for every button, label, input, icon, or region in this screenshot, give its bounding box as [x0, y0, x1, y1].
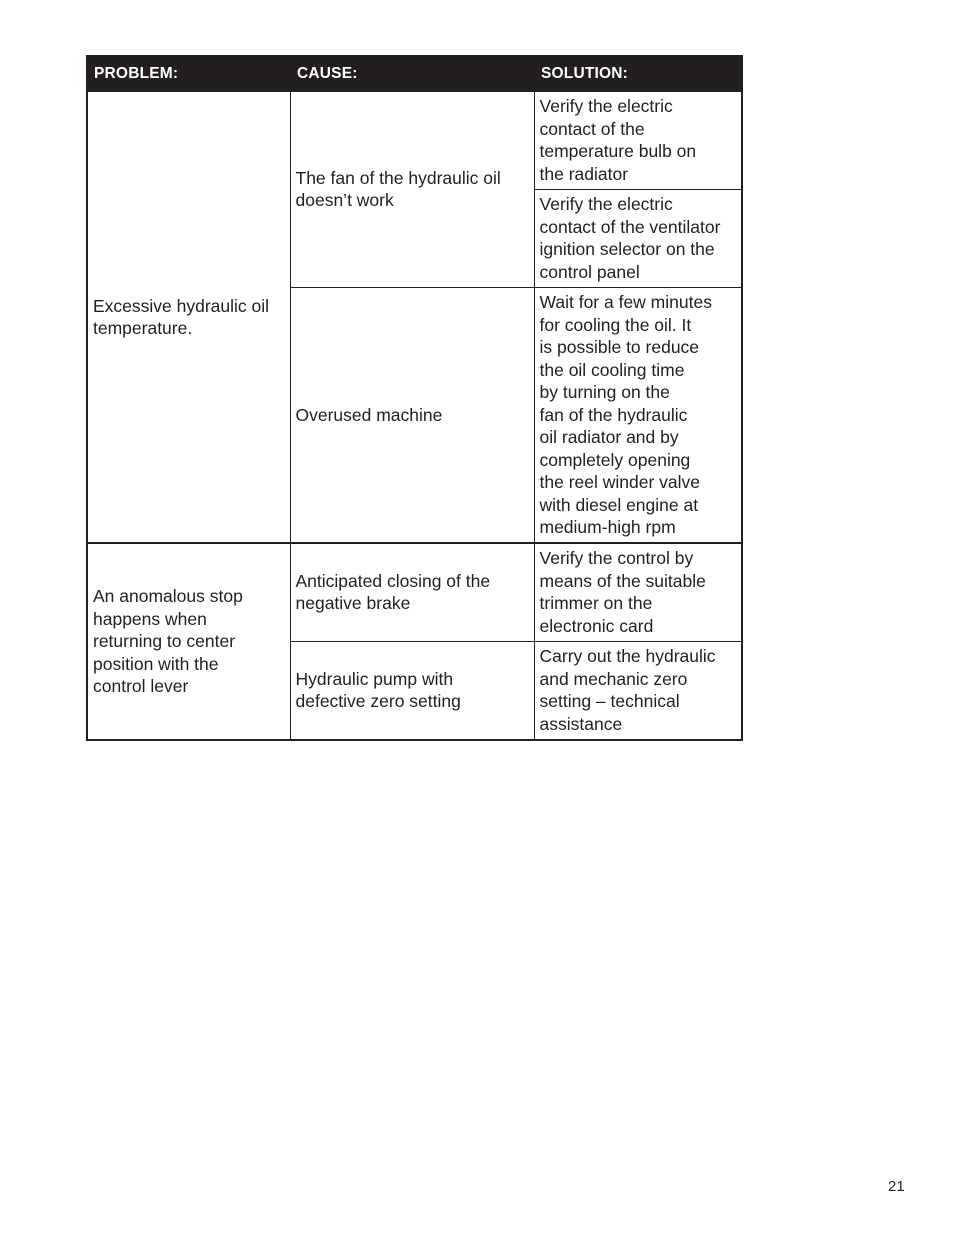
- header-cause: CAUSE:: [290, 56, 534, 91]
- solution-cell: [534, 287, 742, 543]
- troubleshooting-table: [86, 55, 743, 741]
- problem-text: Excessive hydraulic oil temperature.: [93, 295, 270, 338]
- cause-text: Hydraulic pump with defective zero setting: [295, 668, 461, 712]
- cause-cell: [290, 287, 534, 543]
- problem-text: An anomalous stop happens when returning to center position with the control lever: [93, 586, 243, 697]
- cause-text: The fan of the hydraulic oil doesn’t work: [295, 167, 501, 211]
- cause-cell: [290, 543, 534, 641]
- solution-text: Verify the control by means of the suitable trimmer on the electronic card: [539, 548, 706, 636]
- solution-text: Verify the electric contact of the ventilator ignition selector on the control panel: [539, 194, 721, 282]
- cause-cell: [290, 641, 534, 740]
- solution-text: Carry out the hydraulic and mechanic zero setting – technical assistance: [539, 646, 716, 734]
- solution-cell: [534, 189, 742, 287]
- table-row: [87, 543, 742, 641]
- solution-text: Wait for a few minutes for cooling the oil. It is possible to reduce the oil cooling time by turning on the fan of the hydraulic oil radiator and by completely opening the reel winder valve with diesel engine at medium-high rpm: [539, 292, 712, 537]
- solution-cell: [534, 641, 742, 740]
- problem-cell: [87, 543, 290, 740]
- problem-cell: [87, 91, 290, 543]
- header-solution: SOLUTION:: [534, 56, 742, 91]
- solution-text: Verify the electric contact of the temperature bulb on the radiator: [539, 96, 697, 184]
- page-number: 21: [888, 1178, 905, 1195]
- cause-cell: [290, 91, 534, 287]
- table-row: [87, 91, 742, 189]
- header-problem: PROBLEM:: [87, 56, 290, 91]
- cause-text: Anticipated closing of the negative brake: [295, 570, 491, 614]
- cause-text: Overused machine: [295, 404, 443, 425]
- table-header-row: [87, 56, 742, 91]
- solution-cell: [534, 91, 742, 189]
- solution-cell: [534, 543, 742, 641]
